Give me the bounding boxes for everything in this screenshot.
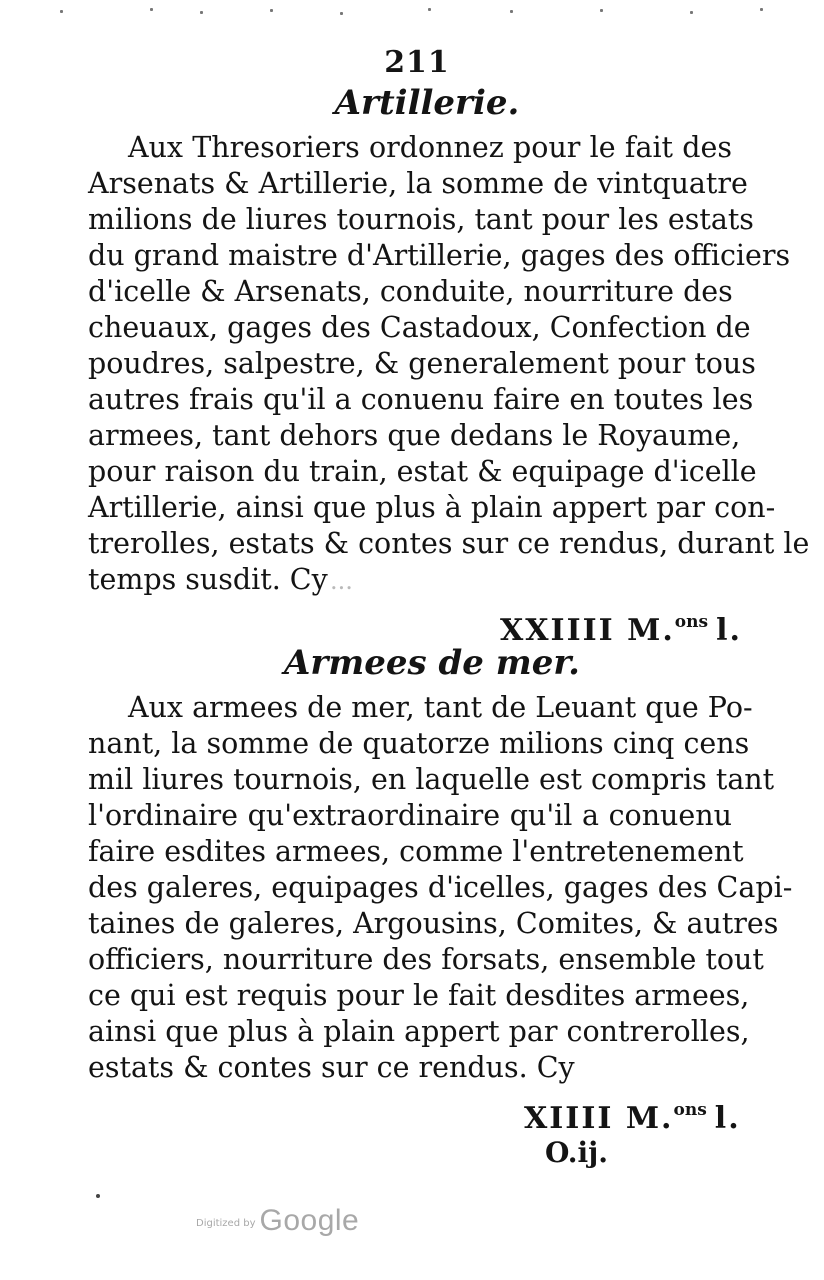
text-line: armees, tant dehors que dedans le Royaume, xyxy=(88,419,741,452)
text-line: pour raison du train, estat & equipage d'icelle xyxy=(88,455,757,488)
speck xyxy=(200,11,203,14)
text-line: d'icelle & Arsenats, conduite, nourriture des xyxy=(88,275,733,308)
sum-unit: l. xyxy=(714,1101,741,1136)
sum-amount: XXIIII M. xyxy=(500,613,675,648)
sum-amount: XIIII M. xyxy=(524,1101,674,1136)
text-line: l'ordinaire qu'extraordinaire qu'il a conuenu xyxy=(88,799,732,832)
sum-sup: ons xyxy=(673,1100,707,1120)
text-line: cheuaux, gages des Castadoux, Confection de xyxy=(88,311,751,344)
speck xyxy=(690,11,693,14)
text-line: ce qui est requis pour le fait desdites armees, xyxy=(88,979,750,1012)
text-line: trerolles, estats & contes sur ce rendus, durant le xyxy=(88,527,810,560)
sum-armees-de-mer xyxy=(524,1092,741,1137)
speck xyxy=(340,12,343,15)
sum-sup: ons xyxy=(674,612,709,632)
text-line: estats & contes sur ce rendus. Cy xyxy=(88,1051,575,1084)
text-line: nant, la somme de quatorze milions cinq cens xyxy=(88,727,750,760)
text-line: faire esdites armees, comme l'entretenement xyxy=(88,835,744,868)
speck xyxy=(60,10,63,13)
text-line: du grand maistre d'Artillerie, gages des officiers xyxy=(88,239,791,272)
text-line: poudres, salpestre, & generalement pour tous xyxy=(88,347,756,380)
page-number: 211 xyxy=(384,45,450,80)
speck xyxy=(150,8,153,11)
section-heading-armees-de-mer: Armees de mer. xyxy=(284,643,580,683)
text-line: des galeres, equipages d'icelles, gages des Capi- xyxy=(88,871,793,904)
text-line: Aux armees de mer, tant de Leuant que Po- xyxy=(128,691,753,724)
top-edge-specks xyxy=(40,6,784,16)
text-line: mil liures tournois, en laquelle est compris tant xyxy=(88,763,775,796)
text-line: autres frais qu'il a conuenu faire en toutes les xyxy=(88,383,754,416)
text-line: taines de galeres, Argousins, Comites, & autres xyxy=(88,907,779,940)
digitized-watermark xyxy=(196,1204,359,1238)
text-line: Artillerie, ainsi que plus à plain appert par con- xyxy=(88,491,776,524)
google-logo: Google xyxy=(259,1204,360,1237)
section-heading-artillerie: Artillerie. xyxy=(334,83,520,123)
speck xyxy=(760,8,763,11)
text-line: Arsenats & Artillerie, la somme de vintquatre xyxy=(88,167,748,200)
text-line: Aux Thresoriers ordonnez pour le fait des xyxy=(128,131,732,164)
speck xyxy=(270,9,273,12)
gathering-signature: O.ij. xyxy=(544,1136,608,1169)
text-line: milions de liures tournois, tant pour les estats xyxy=(88,203,754,236)
speck xyxy=(428,8,431,11)
sum-unit: l. xyxy=(716,613,742,648)
text-line: officiers, nourriture des forsats, ensemble tout xyxy=(88,943,764,976)
text-line: ainsi que plus à plain appert par contrerolles, xyxy=(88,1015,750,1048)
faded-bleed-through: ... xyxy=(330,567,353,595)
text-line: temps susdit. Cy xyxy=(88,563,328,596)
speck xyxy=(96,1194,100,1198)
speck xyxy=(600,9,603,12)
speck xyxy=(510,10,513,13)
digitized-prefix: Digitized by xyxy=(196,1218,256,1229)
